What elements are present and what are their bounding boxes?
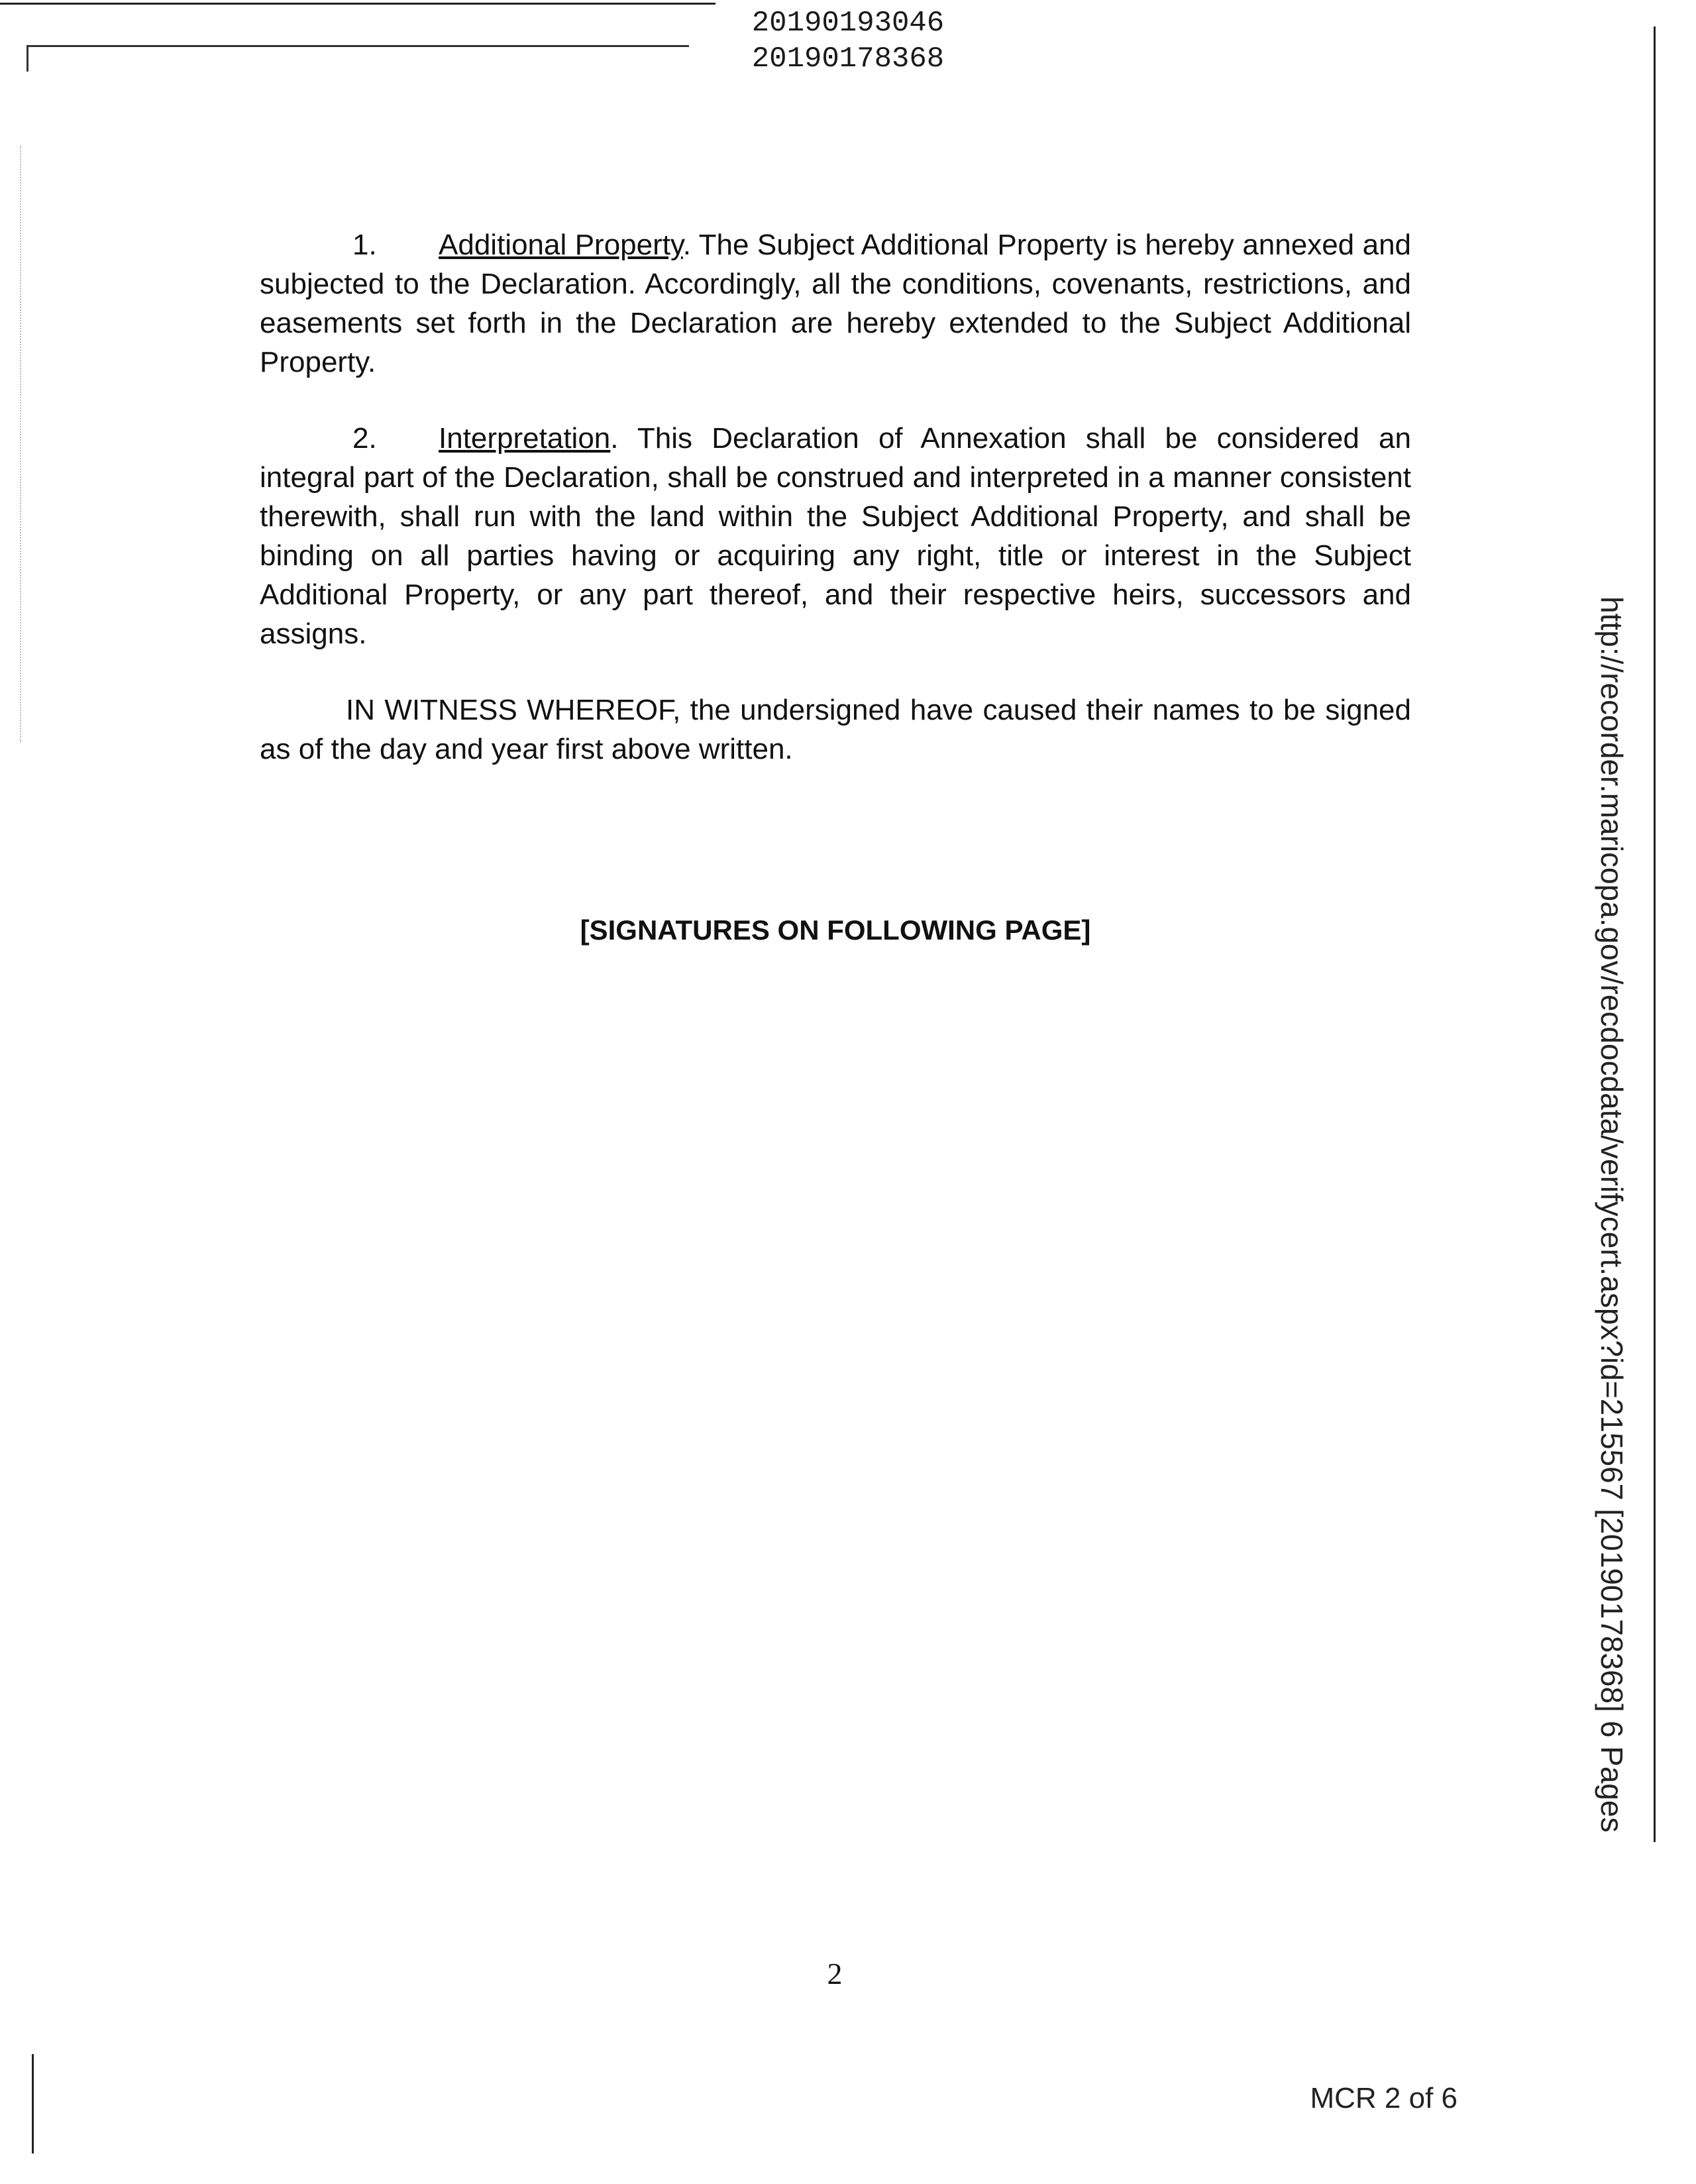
section-number: 1.	[352, 229, 377, 261]
scan-bracket-line	[26, 45, 689, 47]
verification-url: http://recorder.maricopa.gov/recdocdata/verifycert.aspx?id=215567 [20190178368] 6 Pages	[1595, 596, 1629, 1833]
section-text: . The Subject Additional Property is hereby annexed and subjected to the Declaration. Accordingly, all the conditions, covenants, restrictions, and easements set forth in the Declaration are hereby extended to the Subject Additional Property.	[260, 229, 1412, 378]
document-body	[260, 225, 1411, 806]
section-text: . This Declaration of Annexation shall be considered an integral part of the Declaration, shall be construed and interpreted in a manner consistent therewith, shall run with the land within the Subject Additional Property, and shall be binding on all parties having or acquiring any right, title or interest in the Subject Additional Property, or any part thereof, and their respective heirs, successors and assigns.	[260, 422, 1411, 650]
scan-bracket-tick	[26, 45, 28, 72]
section-heading: Interpretation	[439, 422, 611, 455]
section-interpretation	[260, 419, 1411, 653]
signatures-note: [SIGNATURES ON FOLLOWING PAGE]	[580, 914, 1091, 946]
scan-left-edge	[32, 2054, 34, 2154]
mcr-page-label: MCR 2 of 6	[1310, 2082, 1458, 2114]
scan-right-edge	[1654, 27, 1656, 1842]
section-number: 2.	[352, 422, 377, 455]
record-number-2: 20190178368	[751, 42, 945, 76]
section-heading: Additional Property	[439, 229, 683, 261]
section-additional-property	[260, 225, 1411, 382]
page-number: 2	[827, 1957, 843, 1991]
record-number-1: 20190193046	[751, 7, 945, 40]
scan-dotted-edge	[20, 146, 21, 742]
scan-top-line	[0, 3, 716, 5]
witness-clause: IN WITNESS WHEREOF, the undersigned have caused their names to be signed as of the day and year first above written.	[260, 694, 1411, 765]
recording-numbers	[729, 5, 967, 77]
